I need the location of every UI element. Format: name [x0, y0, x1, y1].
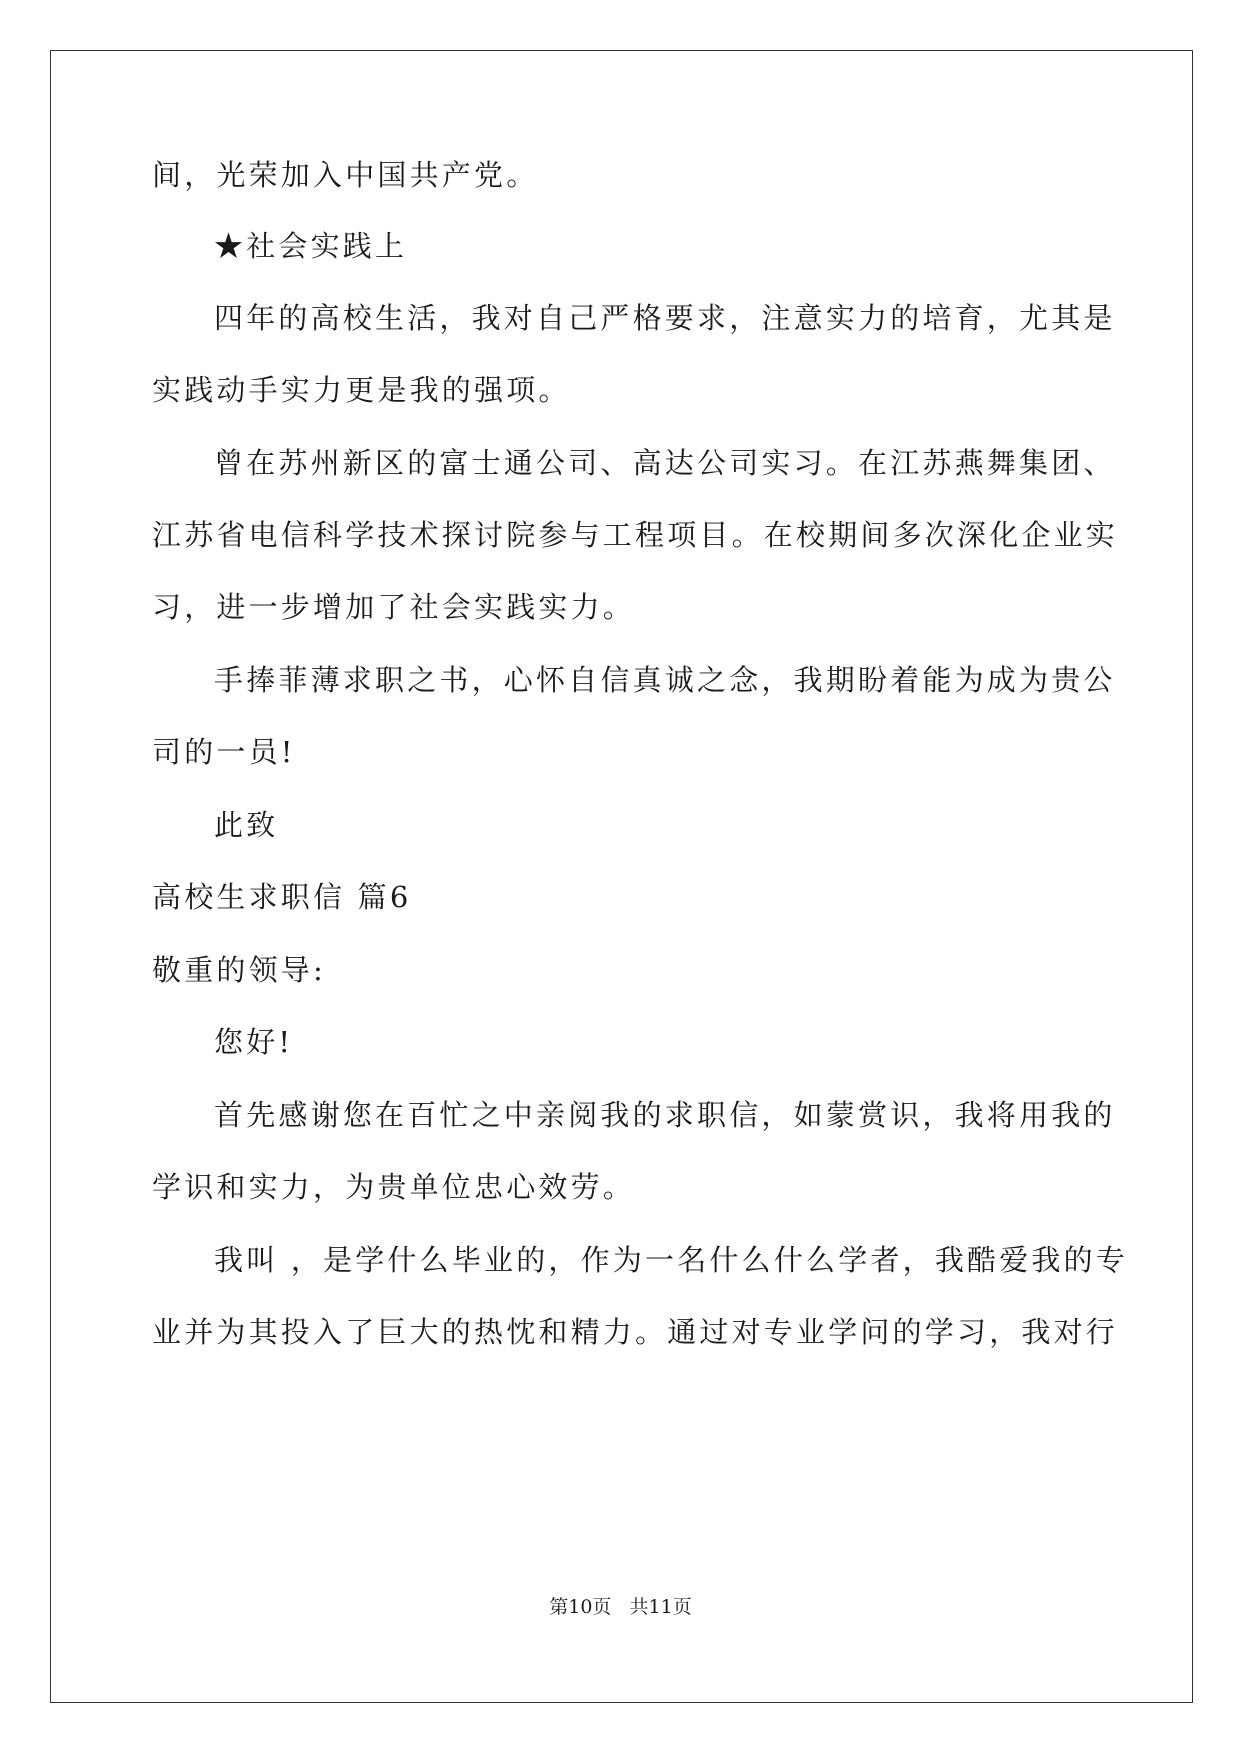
text-line: 业并为其投入了巨大的热忱和精力。通过对专业学问的学习，我对行	[152, 1315, 1119, 1349]
text-line: 首先感谢您在百忙之中亲阅我的求职信，如蒙赏识，我将用我的	[214, 1098, 1116, 1132]
text-line: 手捧菲薄求职之书，心怀自信真诚之念，我期盼着能为成为贵公	[214, 663, 1116, 697]
closing-salutation: 此致	[214, 808, 279, 842]
text-line: 学识和实力，为贵单位忠心效劳。	[152, 1170, 636, 1204]
section-title: 高校生求职信 篇6	[152, 880, 412, 914]
text-line: 江苏省电信科学技术探讨院参与工程项目。在校期间多次深化企业实	[152, 518, 1119, 552]
greeting-recipient: 敬重的领导:	[152, 953, 326, 987]
page-number: 第10页 共11页	[549, 1596, 692, 1618]
text-line: 习，进一步增加了社会实践实力。	[152, 590, 636, 624]
text-line: 四年的高校生活，我对自己严格要求，注意实力的培育，尤其是	[214, 301, 1116, 335]
text-line: 我叫 ，是学什么毕业的，作为一名什么什么学者，我酷爱我的专	[214, 1243, 1129, 1277]
text-line: 司的一员!	[152, 735, 296, 769]
text-line: 间，光荣加入中国共产党。	[152, 158, 539, 192]
text-line: 实践动手实力更是我的强项。	[152, 373, 571, 407]
text-line: 曾在苏州新区的富士通公司、高达公司实习。在江苏燕舞集团、	[214, 446, 1116, 480]
greeting-line: 您好!	[214, 1025, 294, 1059]
section-heading-social-practice: ★社会实践上	[214, 229, 408, 263]
